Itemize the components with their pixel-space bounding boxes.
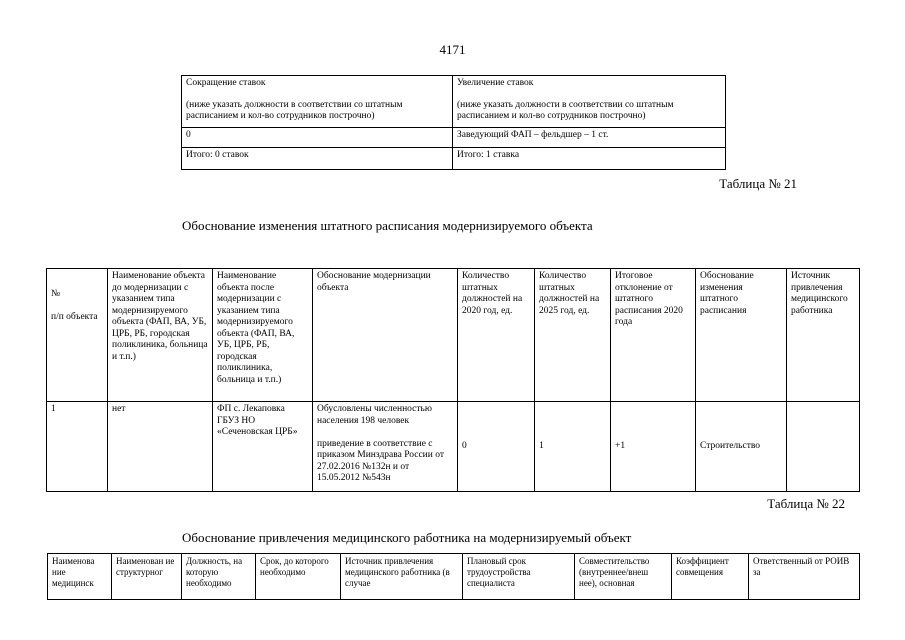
modernization-reason: Обусловлены численностью населения 198 человек приведение в соответствие с приказом Минздрава России от 27.02.2016 №132н и от 15.05.2012 №543н	[313, 402, 458, 492]
column-header: Итоговое отклонение от штатного расписания 2020 года	[611, 269, 696, 402]
column-header: Совместительство (внутреннее/внеш нее), основная	[575, 554, 672, 600]
column-header: Обоснование изменения штатного расписания	[696, 269, 787, 402]
table-21-title: Обоснование изменения штатного расписания модернизируемого объекта	[182, 218, 593, 233]
column-header: Срок, до которого необходимо	[256, 554, 341, 600]
count-2025: 1	[535, 402, 611, 492]
column-header: Коэффициент совмещения	[672, 554, 749, 600]
column-header: Наименован ие структурног	[112, 554, 182, 600]
justification: Строительство	[696, 402, 787, 492]
staffing-justification-table	[46, 268, 860, 492]
column-header: Наименова ние медицинск	[48, 554, 112, 600]
table-22-title: Обоснование привлечения медицинского работника на модернизируемый объект	[182, 530, 632, 545]
object-before: нет	[108, 402, 213, 492]
column-header: Ответственный от РОИВ за	[749, 554, 860, 600]
table-header-row	[47, 269, 860, 402]
object-after: ФП с. Лекаповка ГБУЗ НО «Сеченовская ЦРБ»	[213, 402, 313, 492]
table-row	[47, 402, 860, 492]
table-cell: Итого: 0 ставок	[182, 148, 453, 170]
column-header: Наименование объекта после модернизации с указанием типа модернизируемого объекта (ФАП, ВА, УБ, ЦРБ, РБ, городская поликлиника, больница и т.п.)	[213, 269, 313, 402]
table-cell: Итого: 1 ставка	[453, 148, 726, 170]
table-cell: 0	[182, 128, 453, 148]
worker-attraction-table	[47, 553, 860, 600]
page-number: 4171	[439, 42, 466, 57]
table-cell: Сокращение ставок (ниже указать должности в соответствии со штатным расписанием и кол-во сотрудников построчно)	[182, 76, 453, 128]
column-header: № п/п объекта	[47, 269, 108, 402]
count-2020: 0	[458, 402, 535, 492]
table-21-label: Таблица № 21	[719, 176, 797, 191]
table-cell: Увеличение ставок (ниже указать должности в соответствии со штатным расписанием и кол-во сотрудников построчно)	[453, 76, 726, 128]
column-header: Обоснование модернизации объекта	[313, 269, 458, 402]
object-number: 1	[47, 402, 108, 492]
column-header: Наименование объекта до модернизации с указанием типа модернизируемого объекта (ФАП, ВА, УБ, ЦРБ, РБ, городская поликлиника, больница и т.п.)	[108, 269, 213, 402]
table-row	[182, 128, 726, 148]
staff-rate-table	[181, 75, 726, 170]
column-header: Плановый срок трудоустройства специалиста	[463, 554, 575, 600]
column-header: Источник привлечения медицинского работника (в случае	[341, 554, 463, 600]
column-header: Количество штатных должностей на 2025 год, ед.	[535, 269, 611, 402]
table-header-row	[48, 554, 860, 600]
column-header: Количество штатных должностей на 2020 год, ед.	[458, 269, 535, 402]
column-header: Должность, на которую необходимо	[182, 554, 256, 600]
table-row	[182, 148, 726, 170]
table-row	[182, 76, 726, 128]
table-cell: Заведующий ФАП – фельдшер – 1 ст.	[453, 128, 726, 148]
column-header: Источник привлечения медицинского работника	[787, 269, 860, 402]
table-22-label: Таблица № 22	[767, 496, 845, 511]
worker-source	[787, 402, 860, 492]
deviation: +1	[611, 402, 696, 492]
